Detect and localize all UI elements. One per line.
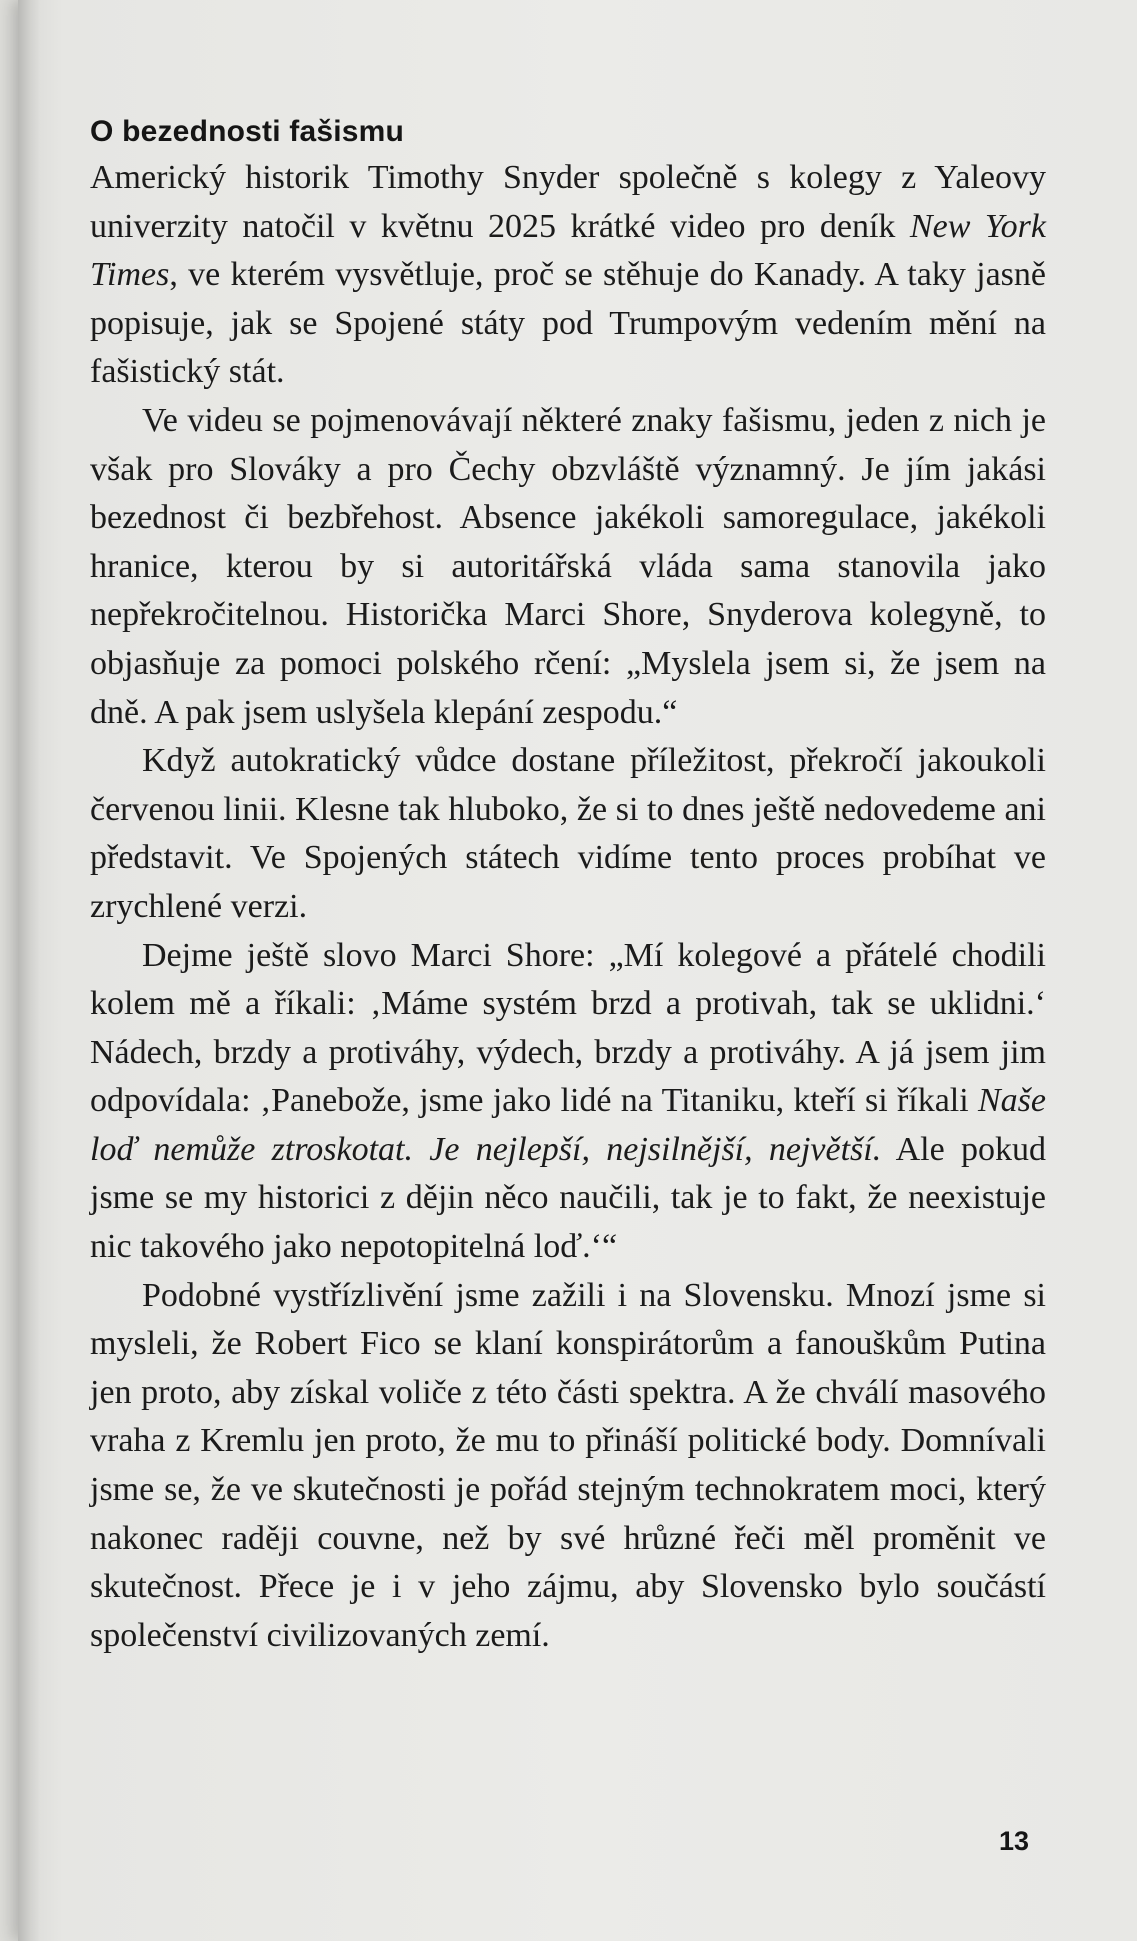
paragraph-5 [90,1272,1046,1661]
section-heading: O bezednosti fašismu [90,115,405,148]
paragraph-3 [90,737,1046,931]
paragraph-text: , ve kterém vysvětluje, proč se stěhuje do Kanady. A taky jasně popisuje, jak se Spojené státy pod Trumpovým vedením mění na fašistický stát. [90,256,1046,391]
paragraph-text: Podobné vystřízlivění jsme zažili i na Slovensku. Mnozí jsme si mysleli, že Robert Fico se klaní konspirátorům a fanouškům Putina jen proto, aby získal voliče z této části spektra. A že chválí masového vraha z Kremlu jen proto, že mu to přináší politické body. Domnívali jsme se, že ve skutečnosti je pořád stejným technokratem moci, který nakonec raději couvne, než by své hrůzné řeči měl proměnit ve skutečnost. Přece je i v jeho zájmu, aby Slovensko bylo součástí společenství civilizovaných zemí. [90,1276,1046,1654]
paragraph-2 [90,397,1046,737]
paragraph-text: Americký historik Timothy Snyder společně s kolegy z Yaleovy univerzity natočil v květnu 2025 krátké video pro deník [90,159,1046,245]
paragraph-text: Dejme ještě slovo Marci Shore: „Mí kolegové a přátelé chodili kolem mě a říkali: ‚Máme systém brzd a protivah, tak se uklidni.‘ Nádech, brzdy a protiváhy, výdech, brzdy a protiváhy. A já jsem jim odpovídala: ‚Panebože, jsme jako lidé na Titaniku, kteří si říkali [90,936,1046,1120]
paragraph-text: Ve videu se pojmenovávají některé znaky fašismu, jeden z nich je však pro Slováky a pro Čechy obzvláště významný. Je jím jakási bezednost či bezbřehost. Absence jakékoli samoregulace, jakékoli hranice, kterou by si autoritářská vláda sama stanovila jako nepřekročitelnou. Historička Marci Shore, Snyderova kolegyně, to objasňuje za pomoci polského rčení: „Myslela jsem si, že jsem na dně. A pak jsem uslyšela klepání zespodu.“ [90,401,1046,731]
paragraph-4 [90,932,1046,1272]
paragraph-text: Když autokratický vůdce dostane příležitost, překročí jakoukoli červenou linii. Klesne tak hluboko, že si to dnes ještě nedovedeme ani představit. Ve Spojených státech vidíme tento proces probíhat ve zrychlené verzi. [90,742,1046,925]
italic-quote: Naše loď nemůže ztroskotat. Je nejlepší, nejsilnější, největší. [90,1082,1046,1168]
paragraph-1 [90,154,1046,397]
book-page [18,0,1137,1941]
spine-shadow [18,0,40,1941]
paragraph-text: Ale pokud jsme se my historici z dějin něco naučili, tak je to fakt, že neexistuje nic takového jako nepotopitelná loď.‘“ [90,1130,1046,1266]
newspaper-title: New York Times [90,207,1046,294]
page-number: 13 [998,1826,1029,1856]
page-content [90,112,1046,1660]
